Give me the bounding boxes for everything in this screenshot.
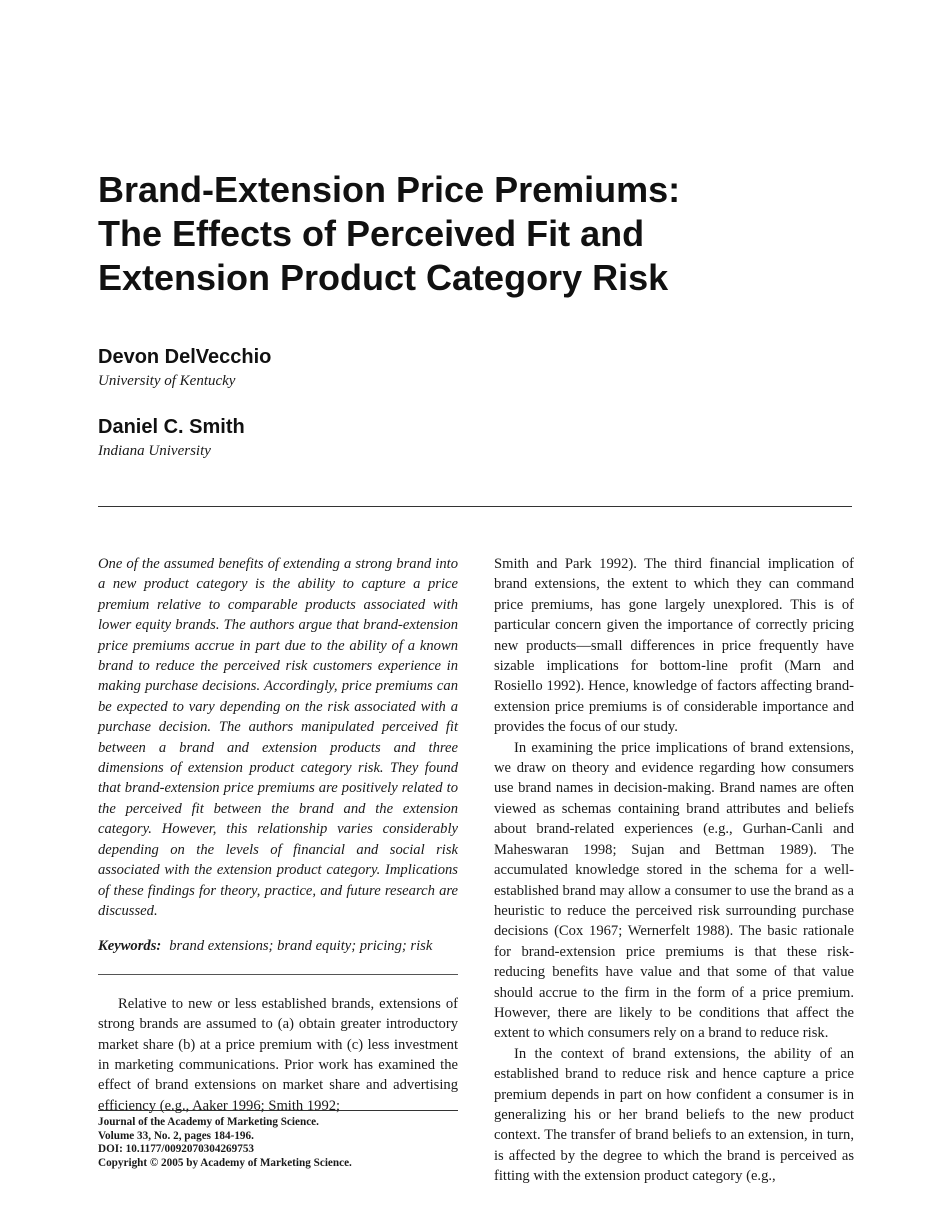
header-divider [98,506,852,507]
body-paragraph: Relative to new or less established brands, extensions of strong brands are assumed to (a) obtain greater introductory market share (b) at a price premium with (c) less investment in marketing communications. Prior work has examined the effect of brand extensions on market share and advertising efficiency (e.g., Aaker 1996; Smith 1992; [98,995,458,1114]
title-line: Brand-Extension Price Premiums: [98,169,681,210]
footnote-copyright: Copyright © 2005 by Academy of Marketing Science. [98,1156,352,1169]
footnote-journal: Journal of the Academy of Marketing Science. [98,1116,319,1128]
author-affiliation: University of Kentucky [98,373,236,389]
footnote-doi: DOI: 10.1177/0092070304269753 [98,1143,255,1155]
keywords [98,936,458,956]
author-name: Daniel C. Smith [98,416,245,438]
author-affiliation: Indiana University [98,443,211,459]
left-column [98,554,458,1116]
right-column [494,554,854,1187]
footnote-volume: Volume 33, No. 2, pages 184-196. [98,1129,254,1142]
journal-footnote [98,1110,458,1170]
author-name: Devon DelVecchio [98,346,272,368]
abstract: One of the assumed benefits of extending a strong brand into a new product category is the ability to capture a price premium relative to comparable products associated with lower equity brands. The authors argue that brand-extension price premiums accrue in part due to the ability of a known brand to reduce the perceived risk customers experience in making purchase decisions. Accordingly, price premiums can be expected to vary depending on the risk associated with a purchase decision. The authors manipulated perceived fit between a brand and extension products and three dimensions of extension product category risk. They found that brand-extension price premiums are positively related to the perceived fit between the brand and the extension category. However, this relationship varies considerably depending on the levels of financial and social risk associated with the extension product category. Implications of these findings for theory, practice, and future research are discussed. [98,556,458,919]
keywords-text: brand extensions; brand equity; pricing; risk [169,938,433,955]
article-title [98,168,838,300]
abstract-divider [98,974,458,975]
title-line: The Effects of Perceived Fit and [98,213,645,254]
body-paragraph: In the context of brand extensions, the ability of an established brand to reduce risk and hence capture a price premium depends in part on how confident a consumer is in generalizing his or her brand beliefs to the new product context. The transfer of brand beliefs to an extension, in turn, is affected by the degree to which the brand is perceived as fitting with the extension product category (e.g., [494,1045,854,1185]
keywords-label: Keywords: [98,938,162,955]
title-line: Extension Product Category Risk [98,257,669,298]
body-paragraph: Smith and Park 1992). The third financial implication of brand extensions, the extent to which they can command price premiums, has gone largely unexplored. This is of particular concern given the importance of correctly pricing new products—small differences in price frequently have sizable implications for bottom-line profit (Marn and Rosiello 1992). Hence, knowledge of factors affecting brand-extension price premiums is of considerable importance and provides the focus of our study. [494,556,854,736]
body-paragraph: In examining the price implications of brand extensions, we draw on theory and evidence regarding how consumers use brand names in decision-making. Brand names are often viewed as schemas containing brand attributes and beliefs about brand-related experiences (e.g., Gurhan-Canli and Maheswaran 1998; Sujan and Bettman 1989). The accumulated knowledge stored in the schema for a well-established brand may allow a consumer to use the brand as a heuristic to reduce the perceived risk surrounding purchase decisions (Cox 1967; Wernerfelt 1988). The basic rationale for brand-extension price premiums is that these risk-reducing benefits have value and that some of that value should accrue to the firm in the form of a price premium. However, there are likely to be conditions that affect the extent to which consumers rely on a brand to reduce risk. [494,739,854,1042]
